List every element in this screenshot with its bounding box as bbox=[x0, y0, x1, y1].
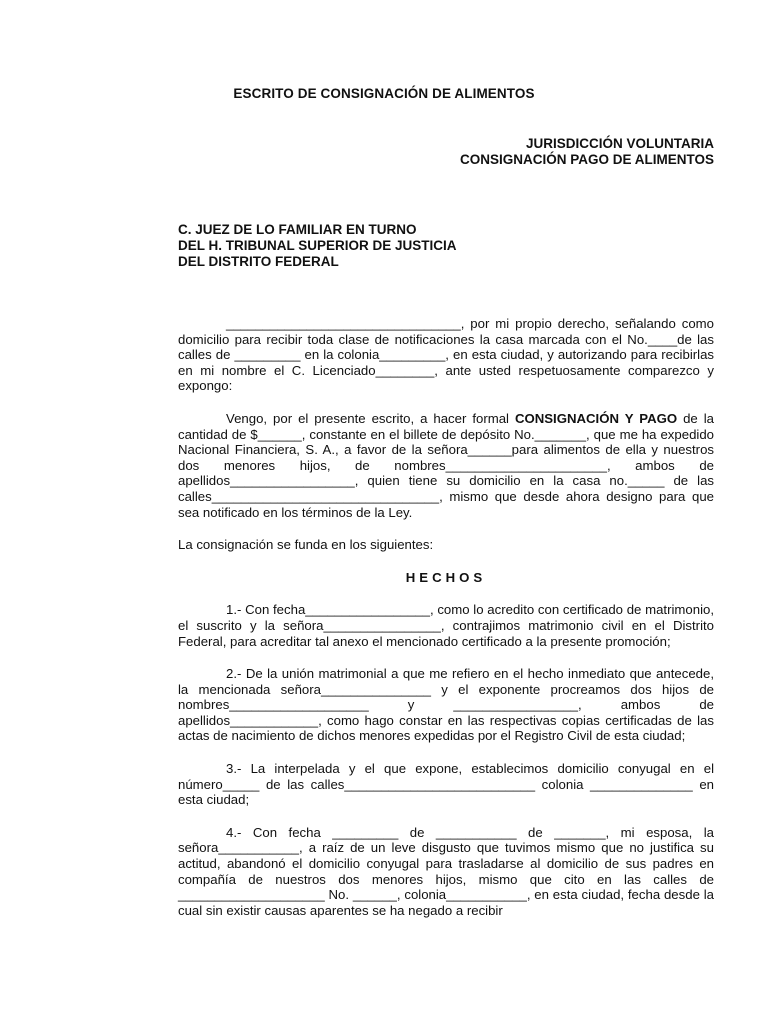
document-body bbox=[178, 316, 714, 935]
fact-3: 3.- La interpelada y el que expone, establecimos domicilio conyugal en el número_____ de las calles__________________________ colonia ______________ en esta ciudad; bbox=[178, 761, 714, 808]
fact-1: 1.- Con fecha_________________, como lo acredito con certificado de matrimonio, el suscrito y la señora________________, contrajimos matrimonio civil en el Distrito Federal, para acreditar tal anexo el mencionado certificado a la presente promoción; bbox=[178, 602, 714, 649]
addressee-line-1: C. JUEZ DE LO FAMILIAR EN TURNO bbox=[178, 222, 417, 237]
consignment-paragraph bbox=[178, 411, 714, 520]
jurisdiction-header bbox=[460, 136, 714, 168]
jurisdiction-line: JURISDICCIÓN VOLUNTARIA bbox=[525, 136, 714, 151]
addressee-block bbox=[178, 222, 457, 270]
addressee-line-2: DEL H. TRIBUNAL SUPERIOR DE JUSTICIA bbox=[178, 238, 457, 253]
fact-2: 2.- De la unión matrimonial a que me refiero en el hecho inmediato que antecede, la mencionada señora_______________ y el exponente procreamos dos hijos de nombres___________________ y _________________, ambos de apellidos____________, como hago constar en las respectivas copias certificadas de las actas de nacimiento de dichos menores expedidas por el Registro Civil de esta ciudad; bbox=[178, 666, 714, 744]
consignment-bold-text: CONSIGNACIÓN Y PAGO bbox=[514, 410, 678, 426]
addressee-line-3: DEL DISTRITO FEDERAL bbox=[178, 254, 339, 269]
intro-paragraph: ________________________________, por mi propio derecho, señalando como domicilio para recibir toda clase de notificaciones la casa marcada con el No.____de las calles de _________ en la colonia_________, en esta ciudad, y autorizando para recibirlas en mi nombre el C. Licenciado________, ante usted respetuosamente comparezco y expongo: bbox=[178, 316, 714, 394]
facts-heading: HECHOS bbox=[405, 569, 487, 585]
consignment-text-before: Vengo, por el presente escrito, a hacer formal bbox=[226, 410, 515, 426]
basis-line: La consignación se funda en los siguientes: bbox=[178, 537, 434, 553]
consignment-text-after: de la cantidad de $______, constante en el billete de depósito No._______, que me ha expedido Nacional Financiera, S. A., a favor de la señora______para alimentos de ella y nuestros dos menores hijos, de nombres______________________, ambos de apellidos_________________, quien tiene su domicilio en la casa no._____ de las calles_______________________________, mismo que desde ahora designo para que sea notificado en los términos de la Ley. bbox=[178, 410, 714, 520]
fact-4: 4.- Con fecha _________ de ___________ de _______, mi esposa, la señora___________, a raíz de un leve disgusto que tuvimos mismo que no justifica su actitud, abandonó el domicilio conyugal para trasladarse al domicilio de sus padres en compañía de nuestros dos menores hijos, mismo que cito en las calles de ____________________ No. ______, colonia___________, en esta ciudad, fecha desde la cual sin existir causas aparentes se ha negado a recibir bbox=[178, 824, 714, 918]
document-title: ESCRITO DE CONSIGNACIÓN DE ALIMENTOS bbox=[233, 86, 535, 101]
procedure-line: CONSIGNACIÓN PAGO DE ALIMENTOS bbox=[459, 152, 714, 167]
